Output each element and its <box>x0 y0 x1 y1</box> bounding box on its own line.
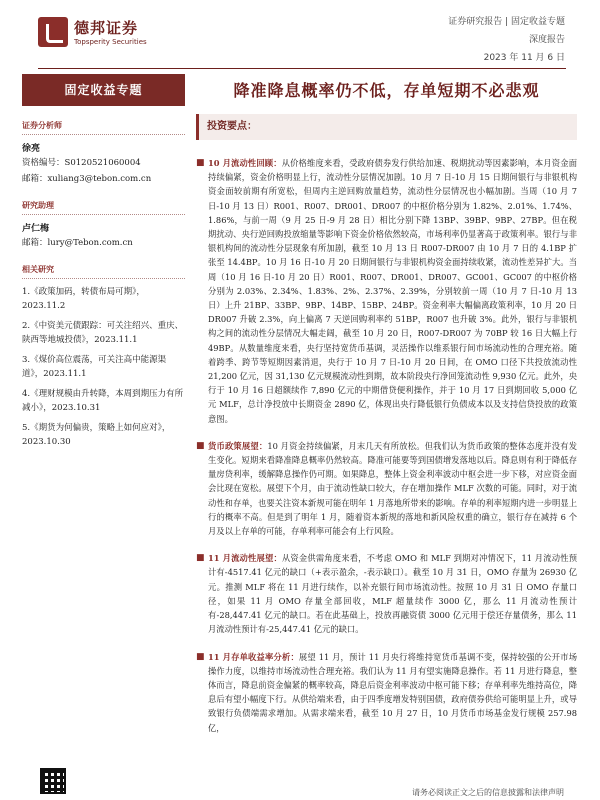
paragraph-lead: 11 月存单收益率分析： <box>208 651 299 662</box>
summary-heading: 投资要点： <box>196 114 577 140</box>
analyst-name: 徐亮 <box>22 144 41 154</box>
related-research-list <box>22 285 185 449</box>
analyst-cert-value: S0120521060004 <box>64 158 141 168</box>
assistant-email-label: 邮箱： <box>22 238 48 248</box>
footer-disclaimer: 请务必阅读正文之后的信息披露和法律声明 <box>412 788 564 797</box>
report-meta <box>448 13 565 67</box>
sidebar <box>22 74 185 774</box>
paragraph-lead: 货币政策展望： <box>208 440 268 451</box>
paragraph-text: 10 月资金持续偏紧，月末几天有所放松。但我们认为货币政策的整体态度并没有发生变化。短期来看降准降息概率仍然较高。降准可能要等到国债增发落地以后。降息则有利于降低存量房贷利率，缓解降息操作仍可期。如果降息，整体上资金利率波动中枢会进一步下移，对应资金面会比现在宽松。展望下个月，由于流动性缺口较大，存在增加操作 MLF 次数的可能。同时，对于流动性和存单，也要关注资本新规可能在明年 1 月落地所带来的影响。存单的利率短期内进一步明显上行的概率不高。但是到了明年 1 月，随着资本新规的落地和新风险权重的确立，银行存在减持 6 个月及以上存单的可能，存单利率可能会有上行风险。 <box>208 440 577 537</box>
report-date: 2023 年 11 月 6 日 <box>483 53 565 63</box>
paragraph-policy-outlook <box>196 439 577 538</box>
report-subtype: 深度报告 <box>528 35 565 45</box>
sidebar-banner: 固定收益专题 <box>22 74 185 106</box>
paragraph-text: 从价格维度来看，受政府债券发行供给加速、税期扰动等因素影响，本月资金面持续偏紧，资金价格明显上行，流动性分层情况加剧。10 月 7 日-10 月 15 日期间银行与非银机构资金面较前期有所宽松，但周内主逆回购放量趋势，流动性分层情况也小幅加剧。当周（10 月 7 日-10 月 13 日）R001、R007、DR001、DR007 的中枢价格分别为 1.82%、2.01%、1.74%、1.86%，与前一周（9 月 25 日-9 月 28 日）相比分别下降 13BP、39BP、9BP、27BP。但在税期扰动、央行逆回购投放缩量等影响下资金价格依然较高，市场利率仍显著高于政策利率。银行与非银机构间的流动性分层现象有所加剧，截至 10 月 13 日 R007-DR007 由 10 月 7 日的 4.1BP 扩张至 14.4BP。10 月 16 日-10 月 20 日期间银行与非银机构资金面持续收紧，流动性差异扩大。当周（10 月 16 日-10 月 20 日）R001、R007、DR001、DR007、GC001、GC007 的中枢价格分别为 2.03%、2.34%、1.83%、2%、2.37%、2.39%，分别较前一周（10 月 7 日-10 月 13 日）上升 21BP、33BP、9BP、14BP、15BP、24BP。资金利率大幅偏离政策利率，10 月 20 日 DR007 升破 2.3%，向上偏离 7 天逆回购利率约 51BP，R007 也升破 3%。此外，银行与非银机构之间的流动性分层情况大幅走阔，截至 10 月 20 日，R007-DR007 为 70BP 较 16 日大幅上行 49BP。从数量维度来看，央行坚持宽货币基调，灵活操作以维系银行间市场流动性的合理充裕。随着跨季、跨节等短期因素消退，央行于 10 月 7 日-10 月 20 日间，在 OMO 口径下共投放流动性 21,200 亿元，因 31,130 亿元规模流动性到期，故本阶段央行净回笼流动性 9,930 亿元。此外，央行于 10 月 16 日超额续作 7,890 亿元的中期借贷便利操作，并于 10 月 17 日到期回收 5,000 亿元 MLF，总计净投放中长期资金 2890 亿，体现出央行降低银行负债成本以及支持信贷投放的政策意图。 <box>208 158 577 424</box>
bullet-icon: ■ <box>196 651 205 662</box>
related-research-item[interactable]: 4.《理财规模由升转降，本周到期压力有所减小》，2023.10.31 <box>22 389 184 413</box>
paragraph-cd-yield <box>196 650 577 735</box>
analyst-email <box>22 172 185 186</box>
report-type: 证券研究报告 | 固定收益专题 <box>448 17 565 27</box>
logo-mark-icon <box>38 17 68 47</box>
paragraph-lead: 11 月流动性展望： <box>208 553 282 564</box>
analyst-email-value[interactable]: xuliang3@tebon.com.cn <box>47 174 152 184</box>
assistant-section-heading: 研究助理 <box>22 200 185 215</box>
assistant-name: 卢仁梅 <box>22 224 50 234</box>
paragraph-lead: 10 月流动性回顾： <box>208 158 282 168</box>
related-research-item[interactable]: 1.《政策加码，转债布局可期》，2023.11.2 <box>22 287 145 311</box>
related-research-item[interactable]: 3.《煤价高位震荡，可关注高中能源渠道》，2023.11.1 <box>22 355 167 379</box>
logo-cn-text: 德邦证券 <box>74 19 139 37</box>
assistant-email <box>22 236 185 250</box>
related-research-item[interactable]: 2.《中资美元债跟踪：可关注绍兴、重庆、陕西等地城投债》，2023.11.1 <box>22 321 184 345</box>
paragraph-text: 从资金供需角度来看，不考虑 OMO 和 MLF 到期对冲情况下，11 月流动性预计有-4517.41 亿元的缺口（+表示盈余，-表示缺口）。截至 10 月 31 日，OMO 存量为 26930 亿元。推测 MLF 将在 11 月进行续作，以补充银行间市场流动性。按照 10 月 31 日 OMO 存量口径，如果 11 月 OMO 存量全部回收，MLF 超量续作 3000 亿，那么 11 月流动性预计有-28,447.41 亿元的缺口。若在此基础上，投放再融资债 3000 亿元用于偿还存量债务，那么 11 月流动性预计有-25,447.41 亿元的缺口。 <box>208 553 577 635</box>
bullet-icon: ■ <box>196 158 205 168</box>
company-logo <box>38 17 208 55</box>
analyst-email-label: 邮箱： <box>22 174 48 184</box>
analyst-cert <box>22 156 185 170</box>
related-section-heading: 相关研究 <box>22 264 185 279</box>
analyst-cert-label: 资格编号： <box>22 158 65 168</box>
report-title: 降准降息概率仍不低，存单短期不必悲观 <box>233 81 540 100</box>
report-header <box>0 0 600 68</box>
paragraph-text: 展望 11 月，预计 11 月央行将维持宽货币基调不变，保持较强的公开市场操作力度，以维持市场流动性合理充裕。我们认为 11 月有望实施降息操作。若 11 月进行降息，整体而言，降息前资金偏紧的概率较高，降息后资金利率波动中枢可能下移；存单利率先维持高位，降息后有望小幅度下行。从供给端来看，由于四季度增发特别国债，政府债券供给可能明显上升，或导致银行负债端需求增加。从需求端来看，截至 10 月 27 日，10 月货币市场基金发行规模 257.98 亿， <box>208 651 577 733</box>
assistant-email-value[interactable]: lury@Tebon.com.cn <box>47 238 133 248</box>
paragraph-november-liquidity <box>196 551 577 636</box>
related-research-item[interactable]: 5.《期货为何偏贵，策略上如何应对》，2023.10.30 <box>22 423 171 447</box>
header-divider <box>38 68 566 69</box>
analyst-section-heading: 证券分析师 <box>22 120 185 135</box>
paragraph-liquidity-review <box>196 156 577 426</box>
bullet-icon: ■ <box>196 553 205 564</box>
logo-en-text: Topsperity Securities <box>74 38 147 46</box>
qr-code-icon <box>40 768 66 794</box>
bullet-icon: ■ <box>196 440 205 451</box>
main-content <box>196 72 577 735</box>
